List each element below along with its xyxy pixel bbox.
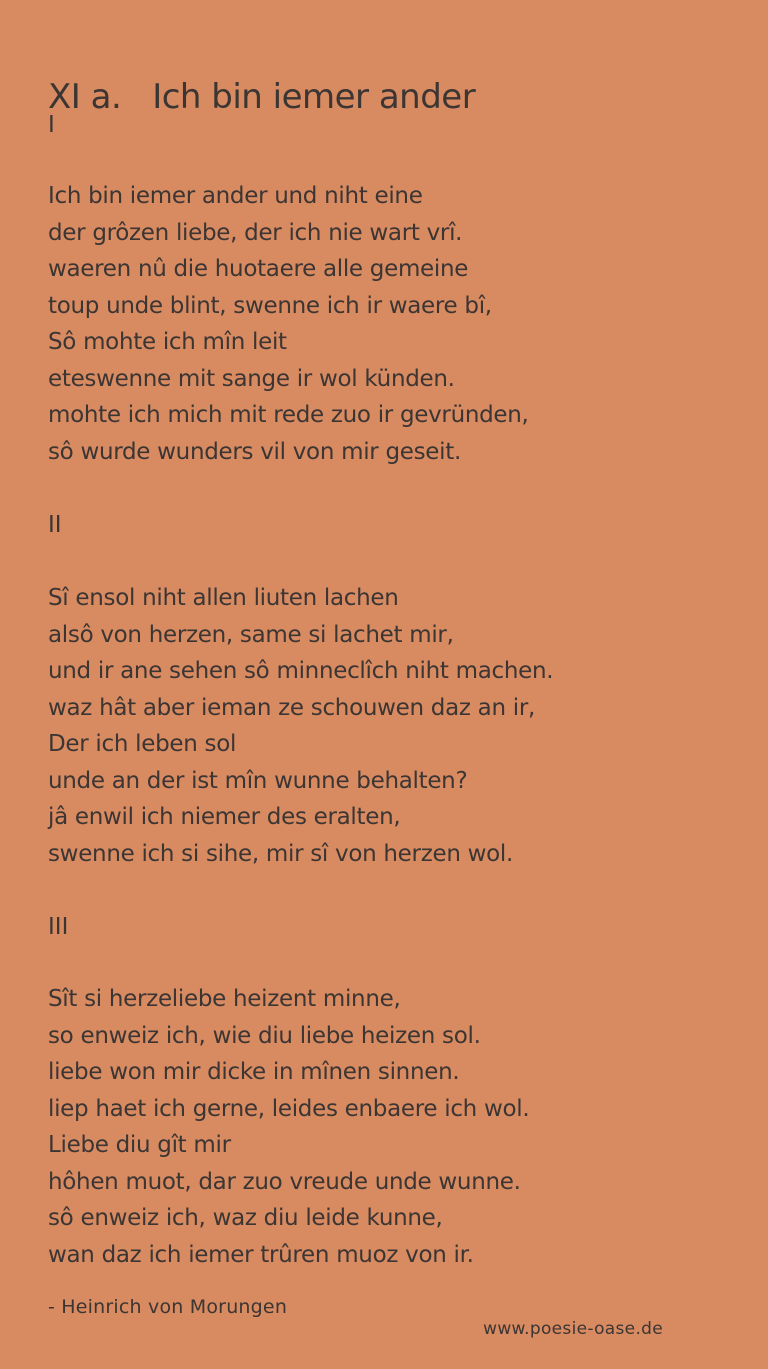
stanza-3 [48,981,738,1273]
stanza-numeral-2: II [48,512,62,538]
poem-line: sô enweiz ich, waz diu leide kunne, [48,1205,443,1231]
poem-line: der grôzen liebe, der ich nie wart vrî. [48,219,463,246]
poem-line: jâ enwil ich niemer des eralten, [48,804,401,830]
poem-line: toup unde blint, swenne ich ir waere bî, [48,292,492,319]
poem-line: wan daz ich iemer trûren muoz von ir. [48,1241,474,1268]
poem-line: und ir ane sehen sô minneclîch niht machen. [48,658,554,684]
poem-line: liebe won mir dicke in mînen sinnen. [48,1059,460,1085]
poem-line: Sît si herzeliebe heizent minne, [48,986,401,1012]
poem-line: hôhen muot, dar zuo vreude unde wunne. [48,1168,521,1195]
poem-line: so enweiz ich, wie diu liebe heizen sol. [48,1022,481,1049]
poem-line: alsô von herzen, same si lachet mir, [48,621,454,648]
stanza-2 [48,580,738,872]
poem-title: XI a. Ich bin iemer ander [48,76,476,117]
stanza-numeral-3: III [48,914,69,940]
poem-line: Sî ensol niht allen liuten lachen [48,585,399,611]
poem-line: Liebe diu gît mir [48,1132,231,1158]
stanza-numeral-1: I [48,112,55,138]
poem-author: - Heinrich von Morungen [48,1296,288,1318]
poem-line: mohte ich mich mit rede zuo ir gevründen, [48,402,529,428]
poem-line: eteswenne mit sange ir wol künden. [48,365,455,392]
poem-line: Der ich leben sol [48,731,237,757]
poem-line: Ich bin iemer ander und niht eine [48,183,423,209]
poem-line: liep haet ich gerne, leides enbaere ich wol. [48,1095,530,1122]
poem-line: unde an der ist mîn wunne behalten? [48,767,468,794]
poem-line: Sô mohte ich mîn leit [48,329,287,355]
poem-line: sô wurde wunders vil von mir geseit. [48,438,461,465]
website-label: www.poesie-oase.de [483,1319,663,1339]
stanza-1 [48,178,738,470]
poem-line: swenne ich si sihe, mir sî von herzen wol. [48,840,513,867]
poem-line: waeren nû die huotaere alle gemeine [48,256,469,282]
poem-line: waz hât aber ieman ze schouwen daz an ir, [48,694,535,721]
